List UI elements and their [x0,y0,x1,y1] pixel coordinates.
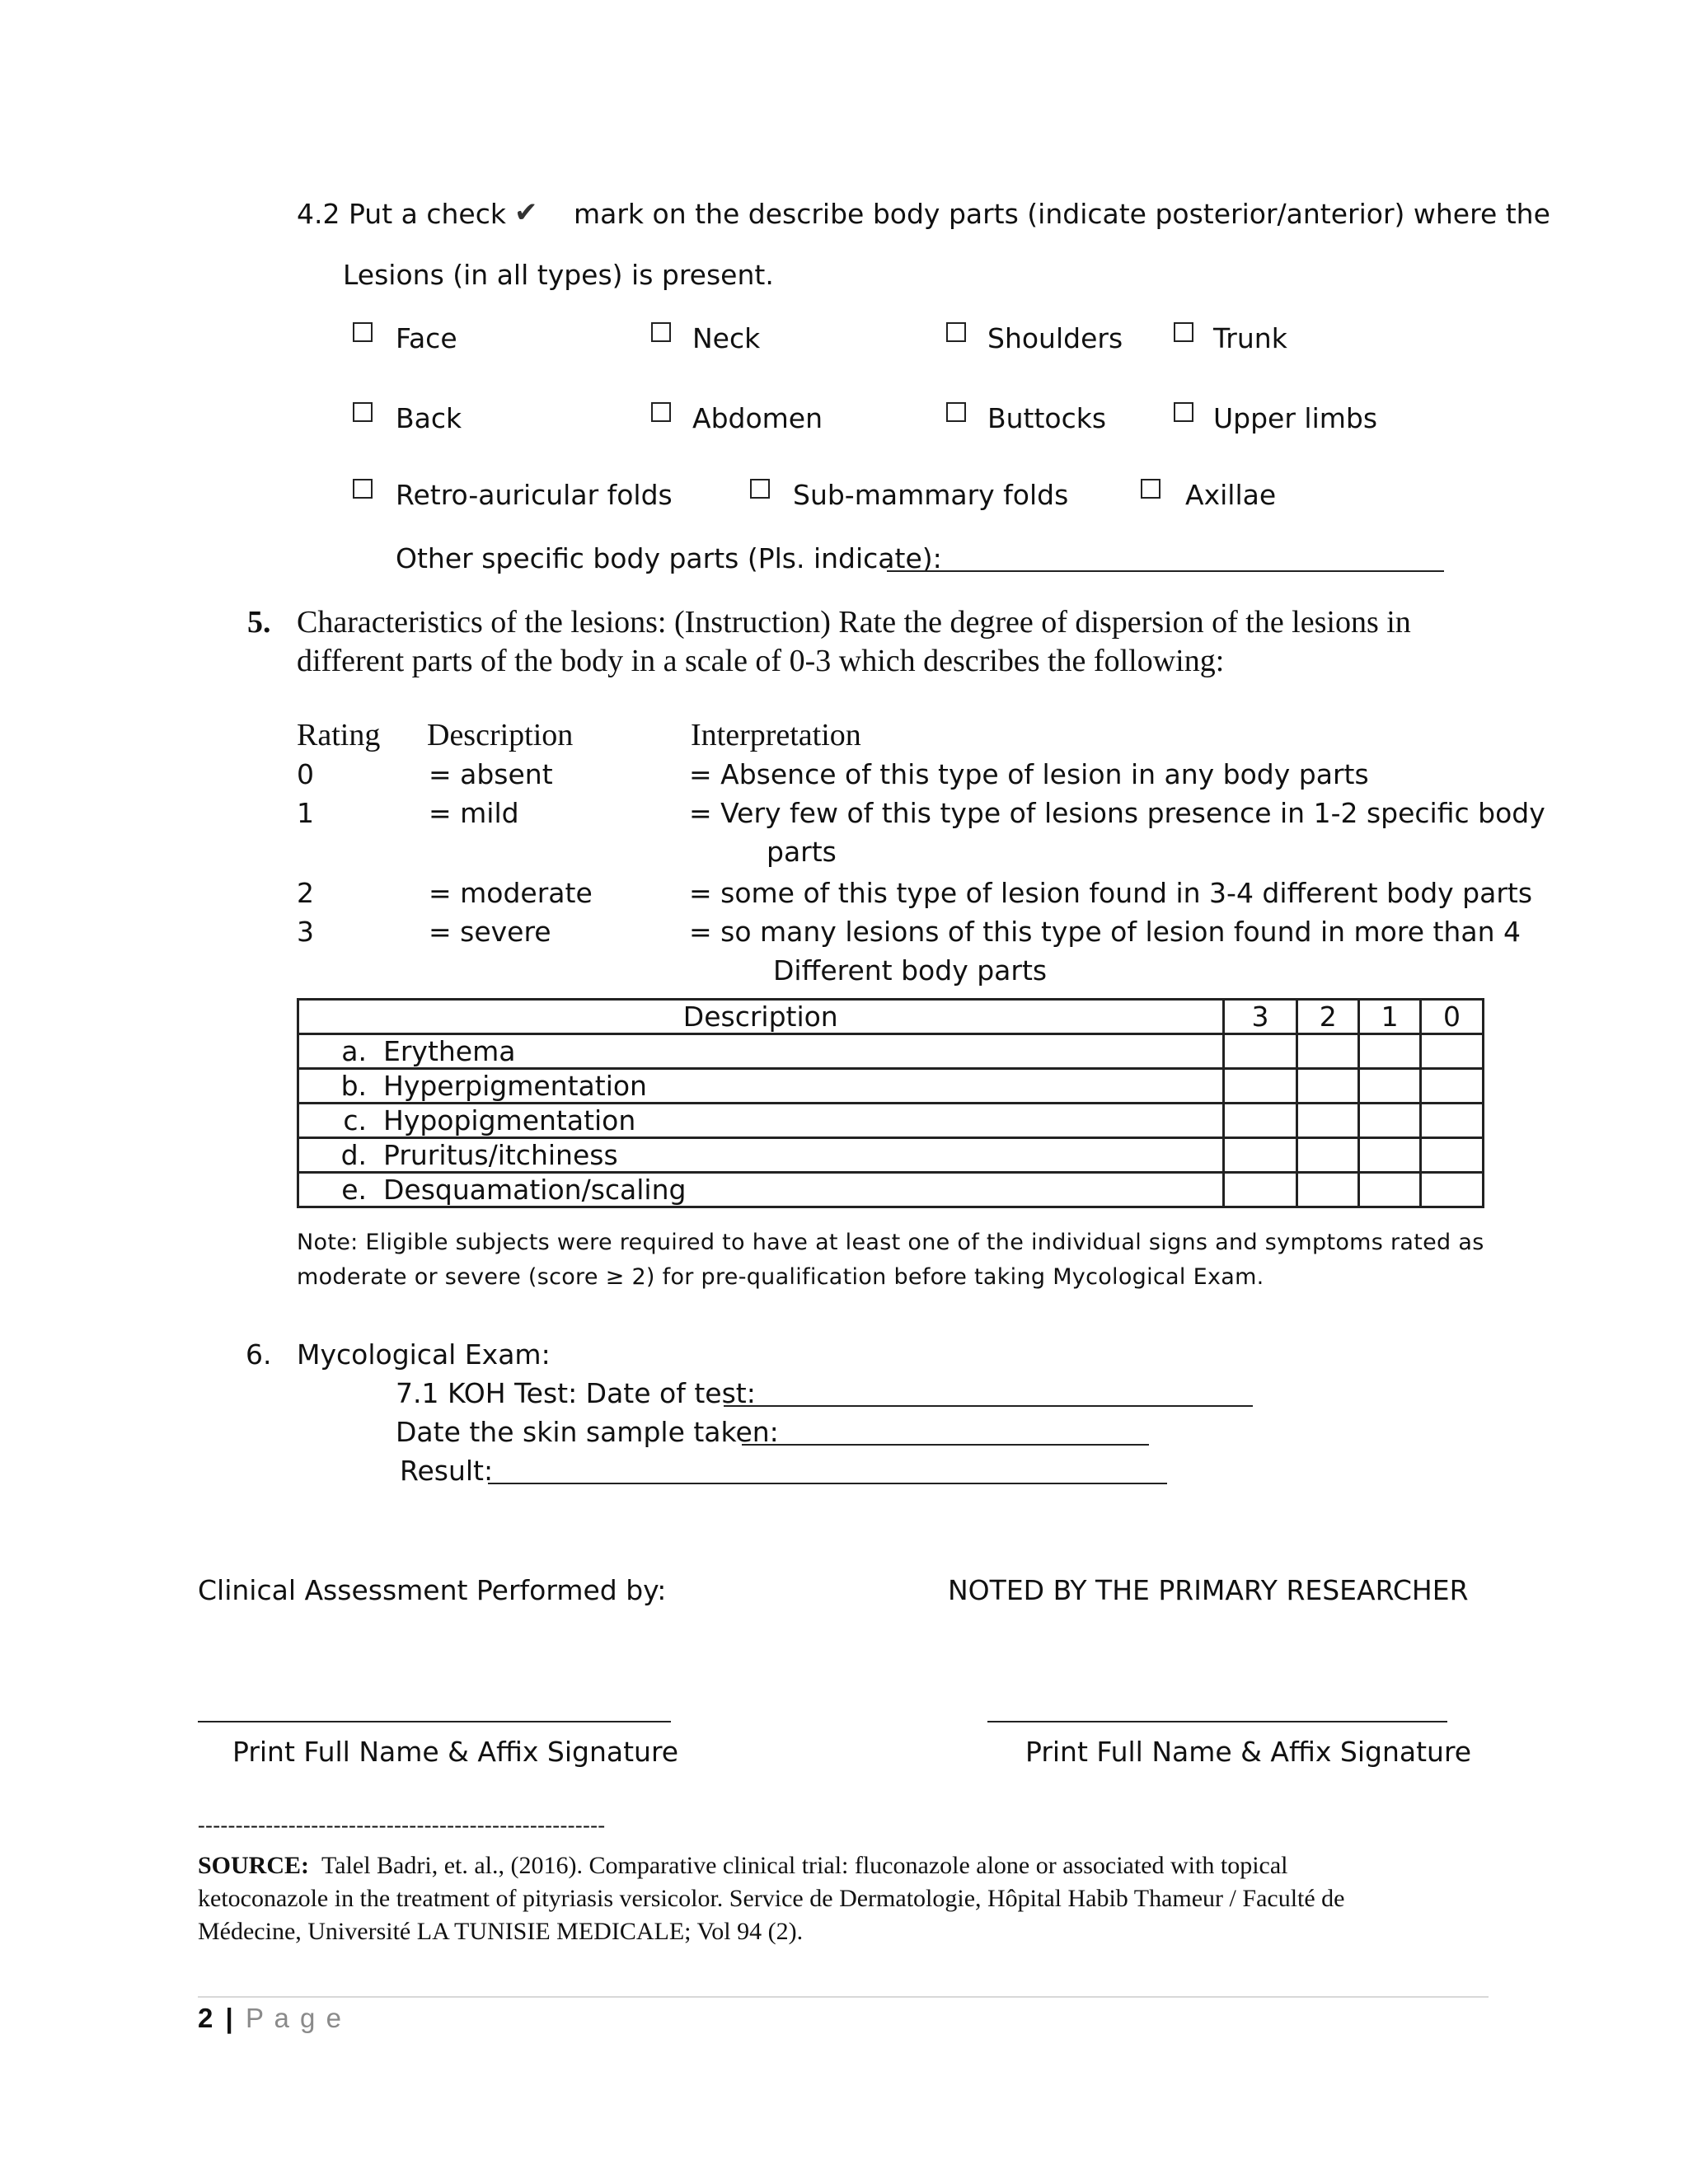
checkbox-sub-mammary-folds[interactable] [750,479,770,499]
table-row-label [298,1034,1224,1069]
other-body-parts-label: Other specific body parts (Pls. indicate): [396,542,942,574]
result-label: Result: [400,1455,494,1487]
label-sub-mammary-folds: Sub-mammary folds [793,479,1069,511]
scale-description: = moderate [429,877,593,909]
row-letter: b. [340,1070,367,1102]
scale-header-rating: Rating [297,718,381,752]
scale-description: = absent [429,758,553,790]
checkbox-back[interactable] [353,402,373,422]
scale-interpretation: = so many lesions of this type of lesion found in more than 4 [689,916,1521,948]
label-shoulders: Shoulders [987,322,1123,354]
row-letter: d. [340,1139,367,1171]
label-back: Back [396,402,462,434]
q4-2-prefix: 4.2 Put a check [297,198,506,230]
table-row [298,1034,1484,1069]
rating-cell-1[interactable] [1359,1104,1421,1138]
checkbox-neck[interactable] [651,322,671,342]
result-input[interactable] [488,1483,1167,1484]
checkbox-face[interactable] [353,322,373,342]
rating-cell-3[interactable] [1223,1069,1297,1104]
lesion-rating-table [297,998,1484,1208]
scale-interpretation: = Very few of this type of lesions presence in 1-2 specific body [689,797,1545,829]
row-letter: e. [341,1174,367,1206]
table-row-label [298,1138,1224,1173]
page-label: P a g e [245,2003,343,2033]
table-row [298,1173,1484,1207]
rating-cell-3[interactable] [1223,1138,1297,1173]
page-number: 2 [198,2003,213,2033]
left-signature-line[interactable] [198,1721,671,1722]
table-header-description: Description [298,1000,1224,1034]
table-header-row [298,1000,1484,1034]
table-row [298,1069,1484,1104]
source-label: SOURCE: [198,1852,310,1879]
label-neck: Neck [692,322,761,354]
rating-cell-1[interactable] [1359,1173,1421,1207]
scale-interpretation: = Absence of this type of lesion in any body parts [689,758,1369,790]
note-line-1: Note: Eligible subjects were required to have at least one of the individual signs and symptoms rated as [297,1230,1484,1255]
table-row-label [298,1104,1224,1138]
rating-cell-2[interactable] [1297,1138,1359,1173]
rating-cell-3[interactable] [1223,1104,1297,1138]
q6-number: 6. [246,1338,272,1371]
clinical-assessment-label: Clinical Assessment Performed by: [198,1574,667,1606]
checkbox-trunk[interactable] [1174,322,1193,342]
rating-cell-1[interactable] [1359,1069,1421,1104]
footer-separator: | [225,2003,233,2033]
scale-interpretation-cont: Different body parts [773,954,1048,987]
label-retro-auricular-folds: Retro-auricular folds [396,479,673,511]
table-row-label [298,1069,1224,1104]
note-line-2: moderate or severe (score ≥ 2) for pre-qualification before taking Mycological Exam. [297,1264,1264,1290]
label-face: Face [396,322,457,354]
q6-title: Mycological Exam: [297,1338,551,1371]
scale-rating: 1 [297,797,314,829]
table-header-2: 2 [1297,1000,1359,1034]
label-buttocks: Buttocks [987,402,1107,434]
row-label: Hyperpigmentation [383,1070,647,1102]
rating-cell-0[interactable] [1421,1069,1484,1104]
checkbox-shoulders[interactable] [946,322,966,342]
rating-cell-0[interactable] [1421,1104,1484,1138]
scale-interpretation-cont: parts [767,836,837,868]
scale-header-description: Description [427,718,574,752]
rating-cell-3[interactable] [1223,1173,1297,1207]
rating-cell-0[interactable] [1421,1034,1484,1069]
q5-number: 5. [247,605,271,640]
source-divider: ------------------------------------------------------ [198,1813,606,1837]
row-label: Hypopigmentation [383,1104,636,1137]
rating-cell-2[interactable] [1297,1034,1359,1069]
rating-cell-1[interactable] [1359,1138,1421,1173]
source-text-1: Talel Badri, et. al., (2016). Comparative clinical trial: fluconazole alone or associated with topical [321,1852,1288,1879]
koh-date-label: 7.1 KOH Test: Date of test: [396,1377,756,1409]
scale-header-interpretation: Interpretation [691,718,861,752]
rating-cell-0[interactable] [1421,1138,1484,1173]
row-label: Desquamation/scaling [383,1174,687,1206]
label-upper-limbs: Upper limbs [1213,402,1378,434]
checkbox-buttocks[interactable] [946,402,966,422]
source-line-3: Médecine, Université LA TUNISIE MEDICALE; Vol 94 (2). [198,1918,804,1945]
rating-cell-0[interactable] [1421,1173,1484,1207]
checkbox-upper-limbs[interactable] [1174,402,1193,422]
noted-by-label: NOTED BY THE PRIMARY RESEARCHER [948,1574,1469,1606]
table-header-1: 1 [1359,1000,1421,1034]
right-signature-line[interactable] [987,1721,1447,1722]
checkbox-retro-auricular-folds[interactable] [353,479,373,499]
q4-2-text: mark on the describe body parts (indicate posterior/anterior) where the [574,198,1550,230]
rating-cell-2[interactable] [1297,1069,1359,1104]
other-body-parts-input[interactable] [887,570,1444,572]
footer-divider [198,1996,1489,1998]
left-signature-caption: Print Full Name & Affix Signature [232,1736,679,1768]
koh-date-input[interactable] [724,1405,1253,1407]
checkbox-axillae[interactable] [1141,479,1160,499]
rating-cell-2[interactable] [1297,1104,1359,1138]
table-row [298,1138,1484,1173]
label-trunk: Trunk [1213,322,1287,354]
row-letter: a. [341,1035,367,1067]
label-axillae: Axillae [1185,479,1277,511]
q5-line1: Characteristics of the lesions: (Instruction) Rate the degree of dispersion of the lesions in [297,605,1411,640]
scale-rating: 0 [297,758,314,790]
right-signature-caption: Print Full Name & Affix Signature [1025,1736,1472,1768]
row-letter: c. [343,1104,367,1137]
scale-rating: 2 [297,877,314,909]
row-label: Erythema [383,1035,516,1067]
table-header-3: 3 [1223,1000,1297,1034]
rating-cell-3[interactable] [1223,1034,1297,1069]
q5-line2: different parts of the body in a scale of 0-3 which describes the following: [297,644,1225,678]
table-row-label [298,1173,1224,1207]
checkbox-abdomen[interactable] [651,402,671,422]
scale-description: = severe [429,916,551,948]
table-row [298,1104,1484,1138]
sample-date-label: Date the skin sample taken: [396,1416,779,1448]
scale-rating: 3 [297,916,314,948]
check-mark-icon: ✔ [514,197,538,228]
q4-2-text2: Lesions (in all types) is present. [343,259,774,291]
source-line-1 [198,1850,1288,1882]
row-label: Pruritus/itchiness [383,1139,618,1171]
sample-date-input[interactable] [742,1444,1149,1446]
scale-description: = mild [429,797,519,829]
rating-cell-1[interactable] [1359,1034,1421,1069]
scale-interpretation: = some of this type of lesion found in 3-4 different body parts [689,877,1533,909]
table-header-0: 0 [1421,1000,1484,1034]
rating-cell-2[interactable] [1297,1173,1359,1207]
page-footer [198,2003,343,2034]
source-line-2: ketoconazole in the treatment of pityriasis versicolor. Service de Dermatologie, Hôpital Habib Thameur / Faculté de [198,1885,1345,1912]
label-abdomen: Abdomen [692,402,823,434]
